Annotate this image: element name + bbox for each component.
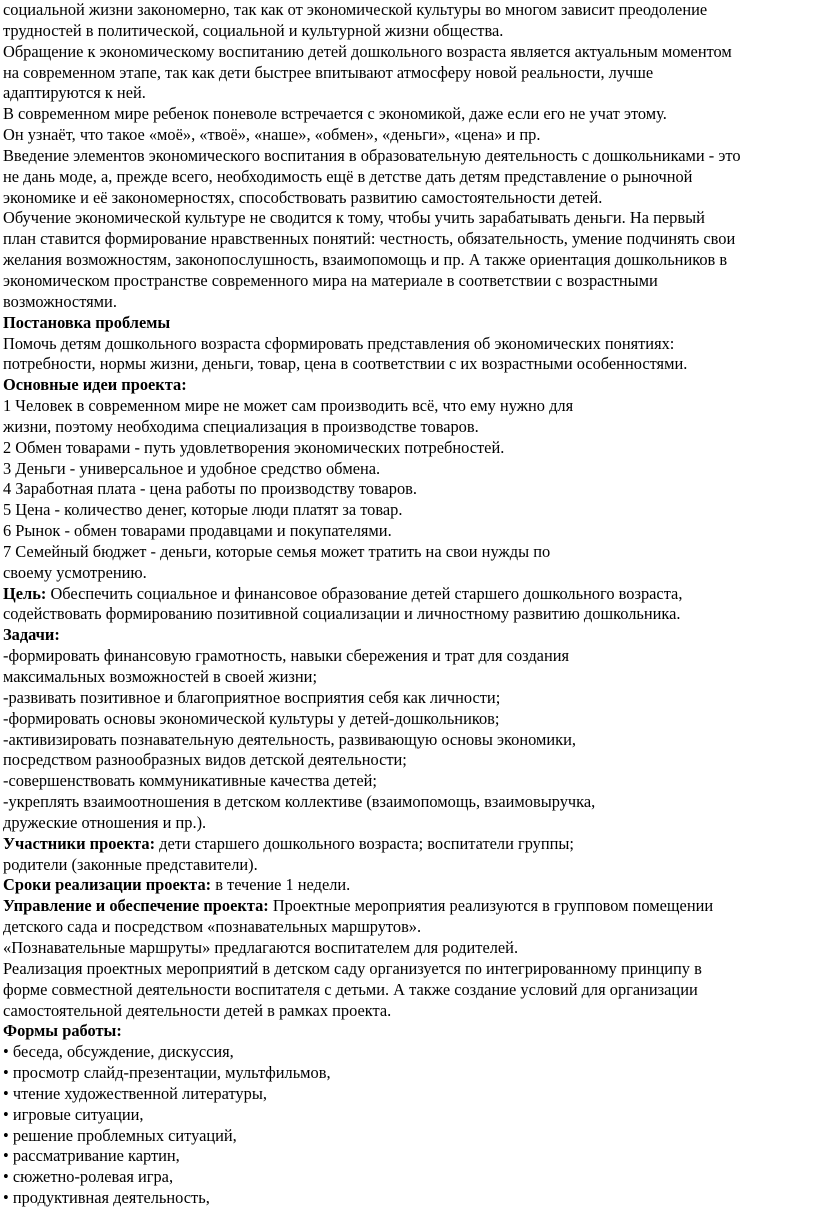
list-item: максимальных возможностей в своей жизни;	[3, 667, 317, 686]
list-item: дружеские отношения и пр.).	[3, 812, 207, 832]
list-item: 4 Заработная плата - цена работы по производству товаров.	[3, 479, 417, 499]
text-line: план ставится формирование нравственных понятий: честность, обязательность, умение подчинять свои	[3, 229, 736, 249]
text-line: возможностями.	[3, 291, 117, 311]
text-line: Помочь детям дошкольного возраста сформировать представления об экономических понятиях:	[3, 333, 675, 353]
section-heading-forms: Формы работы:	[3, 1021, 122, 1041]
participants-section	[3, 834, 813, 876]
terms-text: в течение 1 недели.	[211, 875, 351, 895]
list-item: -формировать основы экономической культуры у детей-дошкольников;	[3, 708, 500, 728]
text-line: на современном этапе, так как дети быстрее впитывают атмосферу новой реальности, лучше	[3, 62, 654, 82]
forms-section	[3, 1021, 813, 1209]
list-item: своему усмотрению.	[3, 562, 147, 582]
bullet-item: • просмотр слайд-презентации, мультфильмов,	[3, 1063, 331, 1083]
text-line: В современном мире ребенок поневоле встречается с экономикой, даже если его не учат этому.	[3, 104, 667, 124]
list-item: -формировать финансовую грамотность, навыки сбережения и трат для создания	[3, 646, 570, 666]
bullet-item: • игровые ситуации,	[3, 1104, 144, 1124]
text-line: Реализация проектных мероприятий в детском саду организуется по интегрированному принципу в	[3, 958, 702, 978]
text-line: не дань моде, а, прежде всего, необходимость ещё в детстве дать детям представление о рыночной	[3, 166, 693, 186]
management-section	[3, 896, 813, 1021]
goal-line	[3, 584, 813, 605]
list-item: 7 Семейный бюджет - деньги, которые семья может тратить на свои нужды по	[3, 541, 551, 561]
management-line	[3, 896, 813, 917]
list-item: -укреплять взаимоотношения в детском коллективе (взаимопомощь, взаимовыручка,	[3, 792, 596, 812]
bullet-item: • рассматривание картин,	[3, 1146, 180, 1166]
list-item: -совершенствовать коммуникативные качества детей;	[3, 771, 377, 791]
list-item: 6 Рынок - обмен товарами продавцами и покупателями.	[3, 521, 392, 541]
bullet-item: • решение проблемных ситуаций,	[3, 1125, 237, 1145]
management-label: Управление и обеспечение проекта:	[3, 896, 269, 916]
list-item: 1 Человек в современном мире не может сам производить всё, что ему нужно для	[3, 396, 574, 416]
terms-label: Сроки реализации проекта:	[3, 875, 212, 895]
list-item: 2 Обмен товарами - путь удовлетворения экономических потребностей.	[3, 437, 505, 457]
participants-label: Участники проекта:	[3, 833, 156, 853]
list-item: 5 Цена - количество денег, которые люди платят за товар.	[3, 500, 403, 520]
bullet-item: • беседа, обсуждение, дискуссия,	[3, 1042, 234, 1062]
bullet-item: • продуктивная деятельность,	[3, 1188, 210, 1208]
text-line: трудностей в политической, социальной и культурной жизни общества.	[3, 20, 504, 40]
text-line: Он узнаёт, что такое «моё», «твоё», «наше», «обмен», «деньги», «цена» и пр.	[3, 125, 541, 145]
text-line: экономическом пространстве современного мира на материале в соответствии с возрастными	[3, 270, 658, 290]
text-line: родители (законные представители).	[3, 854, 258, 874]
text-line: социальной жизни закономерно, так как от экономической культуры во многом зависит преодоление	[3, 0, 708, 19]
section-heading-tasks: Задачи:	[3, 625, 60, 645]
bullet-item: • сюжетно-ролевая игра,	[3, 1167, 174, 1187]
participants-line	[3, 834, 813, 855]
text-line: адаптируются к ней.	[3, 83, 146, 103]
goal-text: Обеспечить социальное и финансовое образование детей старшего дошкольного возраста,	[46, 583, 683, 603]
management-text: Проектные мероприятия реализуются в групповом помещении	[268, 896, 714, 916]
text-line: потребности, нормы жизни, деньги, товар, цена в соответствии с их возрастными особенностями.	[3, 354, 688, 374]
tasks-section	[3, 625, 813, 833]
problem-section	[3, 313, 813, 376]
intro-section	[3, 0, 813, 313]
list-item: -развивать позитивное и благоприятное восприятия себя как личности;	[3, 687, 501, 707]
text-line: детского сада и посредством «познавательных маршрутов».	[3, 917, 422, 937]
terms-line	[3, 875, 813, 896]
list-item: жизни, поэтому необходима специализация в производстве товаров.	[3, 416, 479, 436]
text-line: содействовать формированию позитивной социализации и личностному развитию дошкольника.	[3, 604, 681, 624]
text-line: форме совместной деятельности воспитателя с детьми. А также создание условий для организации	[3, 979, 698, 999]
goal-section	[3, 584, 813, 626]
text-line: самостоятельной деятельности детей в рамках проекта.	[3, 1000, 392, 1020]
text-line: Введение элементов экономического воспитания в образовательную деятельность с дошкольниками - это	[3, 145, 741, 165]
bullet-item: • чтение художественной литературы,	[3, 1083, 267, 1103]
section-heading-problem: Постановка проблемы	[3, 312, 171, 332]
document-page	[3, 0, 813, 1209]
ideas-section	[3, 375, 813, 583]
terms-section	[3, 875, 813, 896]
text-line: Обращение к экономическому воспитанию детей дошкольного возраста является актуальным моментом	[3, 41, 732, 61]
list-item: -активизировать познавательную деятельность, развивающую основы экономики,	[3, 729, 577, 749]
section-heading-ideas: Основные идеи проекта:	[3, 375, 187, 395]
list-item: 3 Деньги - универсальное и удобное средство обмена.	[3, 458, 381, 478]
text-line: экономике и её закономерностях, способствовать развитию самостоятельности детей.	[3, 187, 603, 207]
list-item: посредством разнообразных видов детской деятельности;	[3, 750, 407, 770]
text-line: желания возможностям, законопослушность, взаимопомощь и пр. А также ориентация дошкольников в	[3, 250, 728, 270]
text-line: «Познавательные маршруты» предлагаются воспитателем для родителей.	[3, 937, 519, 957]
text-line: Обучение экономической культуре не сводится к тому, чтобы учить зарабатывать деньги. На первый	[3, 208, 705, 228]
goal-label: Цель:	[3, 583, 47, 603]
participants-text: дети старшего дошкольного возраста; воспитатели группы;	[155, 833, 574, 853]
